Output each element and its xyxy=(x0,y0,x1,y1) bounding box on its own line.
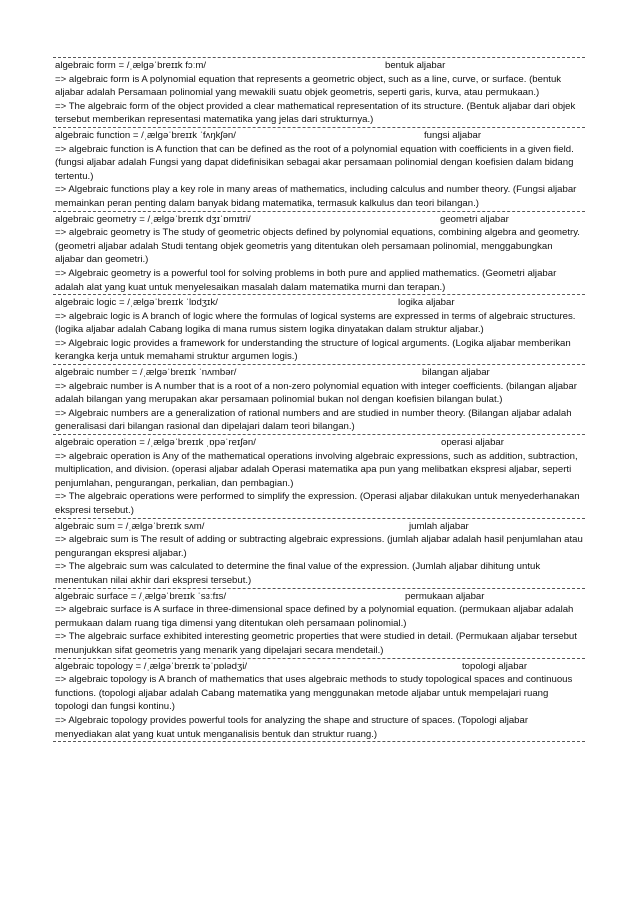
glossary-entry xyxy=(53,658,585,743)
entry-header xyxy=(55,520,583,534)
entry-term: algebraic operation = /ˌælɡəˈbreɪɪk ˌɒpəˈreɪʃən/ xyxy=(55,437,256,449)
glossary-entry xyxy=(53,364,585,434)
entry-translation: permukaan aljabar xyxy=(405,590,485,602)
glossary-entry xyxy=(53,588,585,658)
entry-header xyxy=(55,590,583,604)
entry-definition: => algebraic surface is A surface in three-dimensional space defined by a polynomial equation. (permukaan aljabar adalah permukaan dalam ruang tiga dimensi yang ditentukan oleh persamaan polinomial.) xyxy=(55,604,574,629)
entry-header xyxy=(55,129,583,143)
entry-translation: operasi aljabar xyxy=(441,437,504,449)
entry-term: algebraic form = /ˌælɡəˈbreɪɪk fɔːm/ xyxy=(55,60,207,71)
entry-definition: => algebraic logic is A branch of logic where the formulas of logical systems are expressed in terms of algebraic structures. (logika aljabar adalah Cabang logika di mana rumus sistem logika dinyatakan dalam struktur aljabar.) xyxy=(55,310,576,336)
entry-example: => The algebraic form of the object provided a clear mathematical representation of its structure. (Bentuk aljabar dari objek tersebut memberikan representasi matematika yang jelas dari strukturnya.) xyxy=(55,100,576,126)
entry-header xyxy=(55,436,583,450)
entry-term: algebraic function = /ˌælɡəˈbreɪɪk ˈfʌŋkʃən/ xyxy=(55,129,236,141)
glossary-entry xyxy=(53,211,585,295)
entry-translation: fungsi aljabar xyxy=(424,129,482,141)
entry-translation: bilangan aljabar xyxy=(422,367,490,379)
entry-definition: => algebraic number is A number that is a root of a non-zero polynomial equation with integer coefficients. (bilangan aljabar adalah bilangan yang merupakan akar persamaan polinomial bukan nol dengan koefisien bilangan bulat.) xyxy=(55,380,577,406)
entry-translation: geometri aljabar xyxy=(440,213,509,225)
entry-definition: => algebraic form is A polynomial equation that represents a geometric object, such as a line, curve, or surface. (bentuk aljabar adalah Persamaan polinomial yang mewakili suatu objek geometris, seperti garis, kurva, atau permukaan.) xyxy=(55,73,562,99)
entry-header xyxy=(55,660,583,674)
entry-example: => Algebraic geometry is a powerful tool for solving problems in both pure and applied mathematics. (Geometri aljabar adalah alat yang kuat untuk menyelesaikan masalah dalam matematika murni dan terapan.) xyxy=(55,267,557,293)
entry-definition: => algebraic topology is A branch of mathematics that uses algebraic methods to study topological spaces and continuous functions. (topologi aljabar adalah Cabang matematika yang menggunakan metode aljabar untuk mempelajari ruang topologi dan fungsi kontinu.) xyxy=(55,674,573,713)
entry-definition: => algebraic geometry is The study of geometric objects defined by polynomial equations, combining algebra and geometry. (geometri aljabar adalah Studi tentang objek geometris yang ditentukan oleh persamaan polinomial, menggabungkan aljabar dan geometri.) xyxy=(55,227,580,266)
entry-term: algebraic surface = /ˌælɡəˈbreɪɪk ˈsɜːfɪs/ xyxy=(55,590,227,602)
entry-term: algebraic topology = /ˌælɡəˈbreɪɪk təˈpɒlədʒi/ xyxy=(55,660,248,672)
entry-term: algebraic logic = /ˌælɡəˈbreɪɪk ˈlɒdʒɪk/ xyxy=(55,297,218,309)
entry-example: => The algebraic sum was calculated to determine the final value of the expression. (Jumlah aljabar dihitung untuk menentukan nilai akhir dari ekspresi tersebut.) xyxy=(55,561,541,586)
entry-definition: => algebraic sum is The result of adding or subtracting algebraic expressions. (jumlah aljabar adalah hasil penjumlahan atau pengurangan ekspresi aljabar.) xyxy=(55,534,583,559)
entry-translation: logika aljabar xyxy=(398,297,455,309)
entry-header xyxy=(55,366,583,380)
glossary-entry xyxy=(53,127,585,211)
entry-definition: => algebraic function is A function that can be defined as the root of a polynomial equation with coefficients in a given field. (fungsi aljabar adalah Fungsi yang dapat didefinisikan sebagai akar persamaan polinomial dengan koefisien dalam bidang tertentu.) xyxy=(55,143,574,182)
entry-header xyxy=(55,213,583,227)
entry-example: => The algebraic surface exhibited interesting geometric properties that were studied in detail. (Permukaan aljabar tersebut menunjukkan sifat geometris yang menarik yang dipelajari secara mendetail.) xyxy=(55,631,577,656)
entry-example: => The algebraic operations were performed to simplify the expression. (Operasi aljabar dilakukan untuk menyederhanakan ekspresi tersebut.) xyxy=(55,491,580,516)
glossary-sheet xyxy=(53,57,585,742)
entry-definition: => algebraic operation is Any of the mathematical operations involving algebraic expressions, such as addition, subtraction, multiplication, and division. (operasi aljabar adalah Operasi matematika apa pun yang melibatkan ekspresi aljabar, seperti penjumlahan, pengurangan, perkalian, dan pembagian.) xyxy=(55,450,578,489)
glossary-entry xyxy=(53,434,585,518)
glossary-entry xyxy=(53,294,585,364)
entry-translation: topologi aljabar xyxy=(462,660,528,672)
glossary-entry xyxy=(53,57,585,127)
entry-term: algebraic number = /ˌælɡəˈbreɪɪk ˈnʌmbər/ xyxy=(55,367,237,379)
entry-example: => Algebraic functions play a key role in many areas of mathematics, including calculus and number theory. (Fungsi aljabar memainkan peran penting dalam banyak bidang matematika, termasuk kalkulus dan teori bilangan.) xyxy=(55,184,577,209)
entry-translation: bentuk aljabar xyxy=(385,60,446,71)
entry-term: algebraic geometry = /ˌælɡəˈbreɪɪk dʒɪˈɒmɪtri/ xyxy=(55,213,251,225)
entry-translation: jumlah aljabar xyxy=(409,520,469,532)
entry-example: => Algebraic topology provides powerful tools for analyzing the shape and structure of spaces. (Topologi aljabar menyediakan alat yang kuat untuk menganalisis bentuk dan struktur ruang.) xyxy=(55,714,529,740)
entry-term: algebraic sum = /ˌælɡəˈbreɪɪk sʌm/ xyxy=(55,520,205,532)
entry-header xyxy=(55,296,583,310)
glossary-entry xyxy=(53,518,585,588)
entry-example: => Algebraic logic provides a framework for understanding the structure of logical arguments. (Logika aljabar memberikan kerangka kerja untuk memahami struktur argumen logis.) xyxy=(55,337,571,363)
entry-header xyxy=(55,59,583,73)
entry-example: => Algebraic numbers are a generalization of rational numbers and are studied in number theory. (Bilangan aljabar adalah generalisasi dari bilangan rasional dan dipelajari dalam teori bilangan.) xyxy=(55,407,572,433)
